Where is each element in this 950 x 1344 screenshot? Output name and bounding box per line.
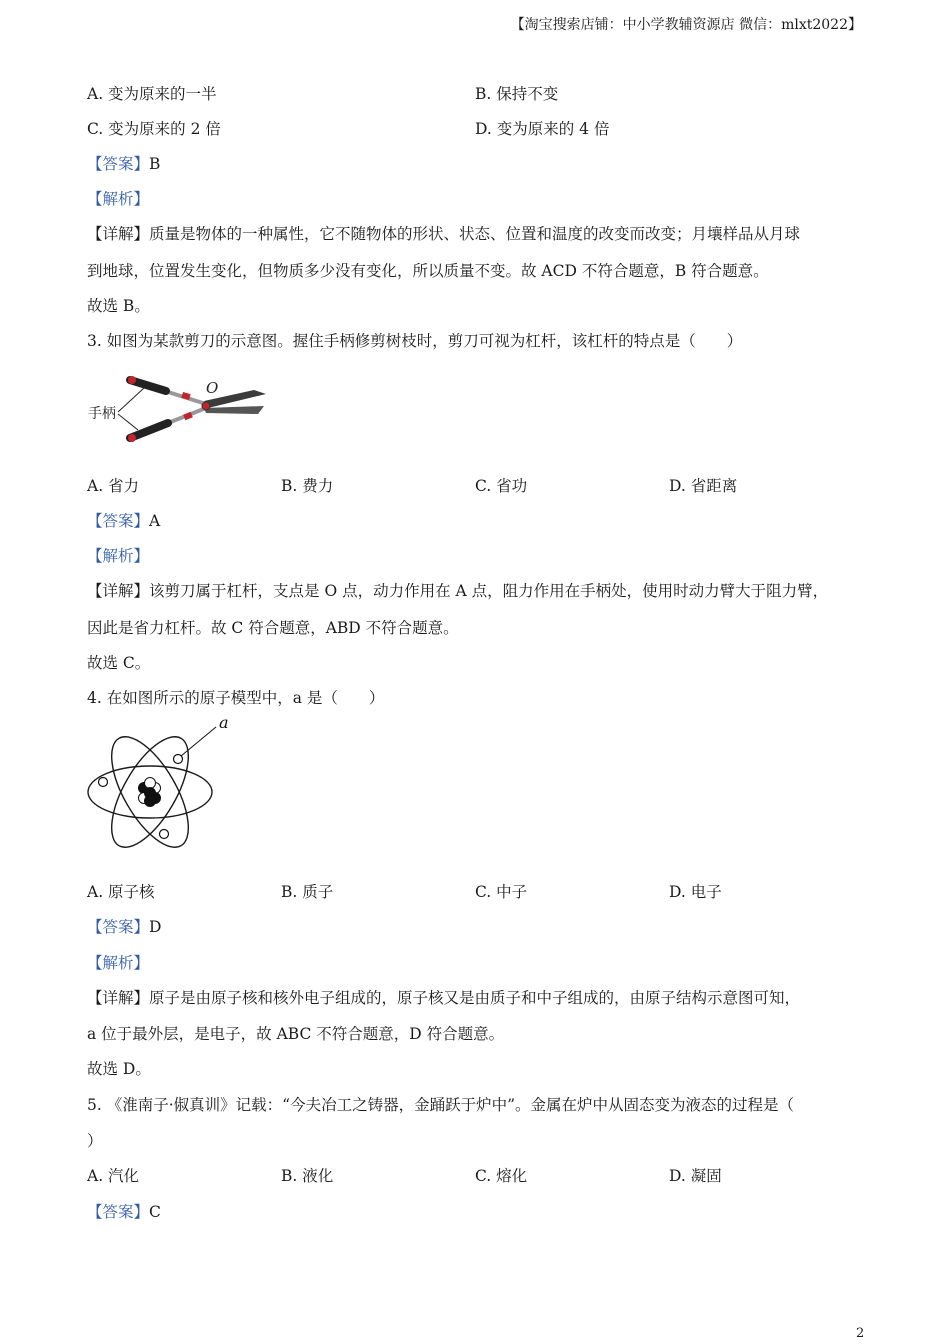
q2-analysis-label: 【解析】 xyxy=(87,190,150,208)
label-a: a xyxy=(219,713,229,732)
handle-leader-lower xyxy=(118,414,138,430)
q2-conclusion: 故选 B。 xyxy=(87,297,150,315)
upper-grip-end-icon xyxy=(128,376,136,384)
q2-detail-line1 xyxy=(87,222,800,244)
electron-bottom xyxy=(160,830,169,839)
q4-option-a: A. 原子核 xyxy=(87,883,155,901)
q5-option-b: B. 液化 xyxy=(281,1167,334,1185)
q4-option-b: B. 质子 xyxy=(281,883,334,901)
detail-text: 原子是由原子核和核外电子组成的，原子核又是由质子和中子组成的，由原子结构示意图可知， xyxy=(149,989,801,1007)
q2-detail-line2: 到地球，位置发生变化，但物质多少没有变化，所以质量不变。故 ACD 不符合题意，B 符合题意。 xyxy=(87,262,769,280)
q3-stem: 3. 如图为某款剪刀的示意图。握住手柄修剪树枝时，剪刀可视为杠杆，该杠杆的特点是（ ） xyxy=(87,332,743,350)
handle-leader-upper xyxy=(118,388,144,412)
q3-option-a: A. 省力 xyxy=(87,477,140,495)
page-header: 【淘宝搜索店铺：中小学教辅资源店 微信：mlxt2022】 xyxy=(510,17,862,33)
q5-answer xyxy=(87,1200,161,1222)
detail-label: 【详解】 xyxy=(87,225,150,243)
q5-option-d: D. 凝固 xyxy=(669,1167,722,1185)
q5-stem-line2: ） xyxy=(87,1132,103,1150)
q4-conclusion: 故选 D。 xyxy=(87,1060,151,1078)
label-leader-line xyxy=(181,727,216,756)
handle-label: 手柄 xyxy=(88,406,116,422)
electron-left xyxy=(99,778,108,787)
q2-option-b: B. 保持不变 xyxy=(475,85,559,103)
q3-option-d: D. 省距离 xyxy=(669,477,738,495)
q5-option-a: A. 汽化 xyxy=(87,1167,140,1185)
detail-label: 【详解】 xyxy=(87,582,150,600)
answer-label: 【答案】 xyxy=(87,155,150,173)
q4-answer xyxy=(87,915,161,937)
q4-detail-line1 xyxy=(87,986,800,1008)
q2-answer xyxy=(87,152,160,174)
answer-value: A xyxy=(149,512,161,530)
q3-answer xyxy=(87,509,160,531)
q5-stem-line1: 5. 《淮南子·俶真训》记载：“今夫冶工之铸器，金踊跃于炉中”。金属在炉中从固态变为液态的过程是（ xyxy=(87,1096,794,1114)
q2-option-d: D. 变为原来的 4 倍 xyxy=(475,120,610,138)
q3-option-b: B. 费力 xyxy=(281,477,334,495)
detail-text: 质量是物体的一种属性，它不随物体的形状、状态、位置和温度的改变而改变；月壤样品从月球 xyxy=(149,225,801,243)
answer-label: 【答案】 xyxy=(87,512,150,530)
q2-option-c: C. 变为原来的 2 倍 xyxy=(87,120,221,138)
page-number: 2 xyxy=(856,1326,865,1341)
answer-value: D xyxy=(149,918,162,936)
answer-label: 【答案】 xyxy=(87,918,150,936)
q3-detail-line2: 因此是省力杠杆。故 C 符合题意，ABD 不符合题意。 xyxy=(87,619,459,637)
q2-option-a: A. 变为原来的一半 xyxy=(87,85,217,103)
q3-detail-line1 xyxy=(87,579,828,601)
detail-text: 该剪刀属于杠杆，支点是 O 点，动力作用在 A 点，阻力作用在手柄处，使用时动力臂大于阻力臂， xyxy=(149,582,829,600)
pivot-icon xyxy=(202,402,210,410)
answer-value: B xyxy=(149,155,161,173)
q4-stem: 4. 在如图所示的原子模型中，a 是（ ） xyxy=(87,689,385,707)
q4-analysis-label: 【解析】 xyxy=(87,954,150,972)
upper-collar-icon xyxy=(181,392,190,400)
atom-model-figure xyxy=(84,712,244,864)
q3-conclusion: 故选 C。 xyxy=(87,654,151,672)
scissors-lower-blade xyxy=(204,406,264,414)
lower-grip-end-icon xyxy=(128,434,136,442)
q5-option-c: C. 熔化 xyxy=(475,1167,528,1185)
scissors-figure xyxy=(86,368,271,448)
q3-option-c: C. 省功 xyxy=(475,477,528,495)
nucleus xyxy=(139,778,161,807)
answer-label: 【答案】 xyxy=(87,1203,150,1221)
scissors-lower-grip xyxy=(130,423,168,438)
answer-value: C xyxy=(149,1203,161,1221)
q4-option-d: D. 电子 xyxy=(669,883,722,901)
detail-label: 【详解】 xyxy=(87,989,150,1007)
pivot-label: O xyxy=(206,379,219,397)
q4-option-c: C. 中子 xyxy=(475,883,528,901)
q4-detail-line2: a 位于最外层，是电子，故 ABC 不符合题意，D 符合题意。 xyxy=(87,1025,505,1043)
q3-analysis-label: 【解析】 xyxy=(87,547,150,565)
